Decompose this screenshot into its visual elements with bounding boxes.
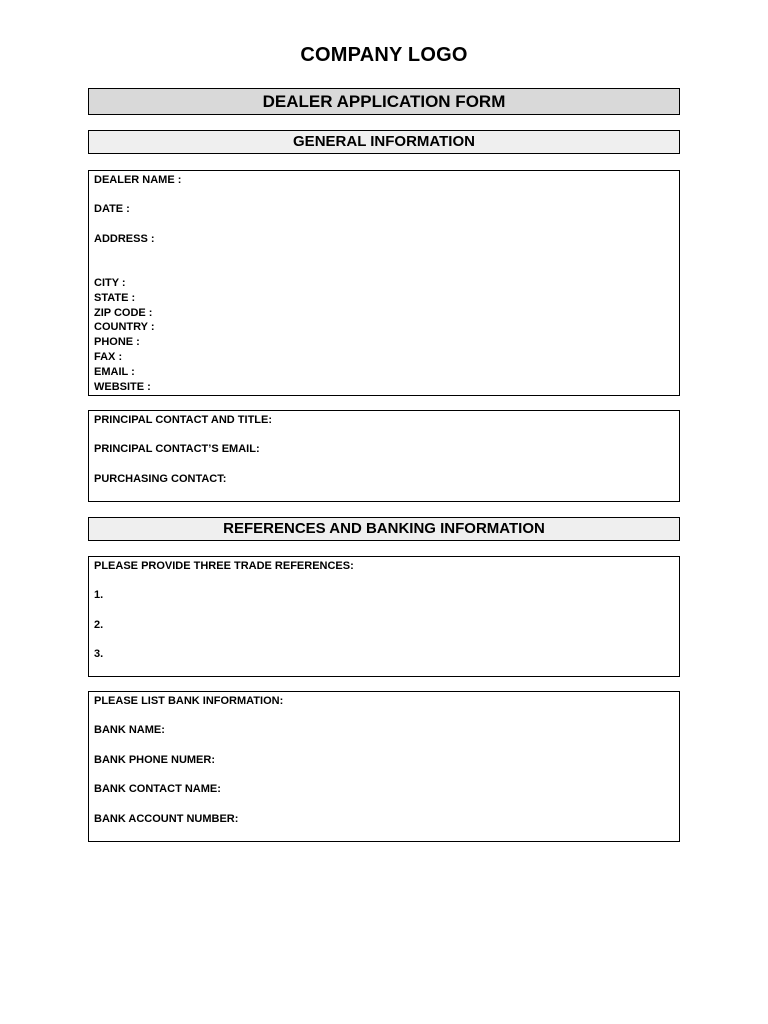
trade-reference-2[interactable]: 2.: [94, 619, 104, 631]
principal-contact-field[interactable]: PRINCIPAL CONTACT AND TITLE:: [94, 414, 273, 426]
bank-info-box: [88, 691, 680, 842]
trade-references-label: PLEASE PROVIDE THREE TRADE REFERENCES:: [94, 560, 354, 572]
company-logo: COMPANY LOGO: [300, 44, 468, 66]
bank-contact-name-field[interactable]: BANK CONTACT NAME:: [94, 783, 221, 795]
date-field[interactable]: DATE :: [94, 203, 130, 215]
dealer-name-field[interactable]: DEALER NAME :: [94, 174, 182, 186]
phone-field[interactable]: PHONE :: [94, 336, 140, 348]
dealer-info-box: [88, 170, 680, 396]
section-title-general: GENERAL INFORMATION: [88, 130, 680, 154]
contact-info-box: [88, 410, 680, 502]
address-field[interactable]: ADDRESS :: [94, 233, 155, 245]
form-title: DEALER APPLICATION FORM: [88, 88, 680, 115]
trade-reference-1[interactable]: 1.: [94, 589, 104, 601]
state-field[interactable]: STATE :: [94, 292, 136, 304]
bank-info-label: PLEASE LIST BANK INFORMATION:: [94, 695, 284, 707]
bank-name-field[interactable]: BANK NAME:: [94, 724, 165, 736]
bank-account-number-field[interactable]: BANK ACCOUNT NUMBER:: [94, 813, 239, 825]
website-field[interactable]: WEBSITE :: [94, 381, 151, 393]
email-field[interactable]: EMAIL :: [94, 366, 135, 378]
purchasing-contact-field[interactable]: PURCHASING CONTACT:: [94, 473, 227, 485]
bank-phone-field[interactable]: BANK PHONE NUMER:: [94, 754, 215, 766]
country-field[interactable]: COUNTRY :: [94, 321, 155, 333]
trade-references-box: [88, 556, 680, 677]
fax-field[interactable]: FAX :: [94, 351, 123, 363]
trade-reference-3[interactable]: 3.: [94, 648, 104, 660]
city-field[interactable]: CITY :: [94, 277, 126, 289]
zip-code-field[interactable]: ZIP CODE :: [94, 307, 153, 319]
principal-contact-email-field[interactable]: PRINCIPAL CONTACT’S EMAIL:: [94, 443, 260, 455]
section-title-references: REFERENCES AND BANKING INFORMATION: [88, 517, 680, 541]
